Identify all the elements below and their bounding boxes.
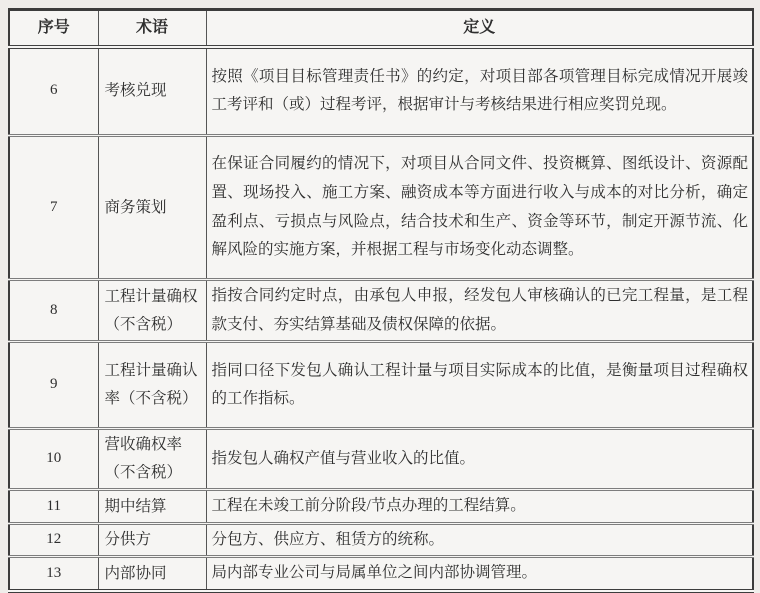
row-definition: 按照《项目目标管理责任书》的约定，对项目部各项管理目标完成情况开展竣工考评和（或）过程考评，根据审计与考核结果进行相应奖罚兑现。 xyxy=(206,47,753,136)
row-term: 工程计量确认率（不含税） xyxy=(98,342,206,429)
table-row xyxy=(9,280,753,342)
row-no: 7 xyxy=(9,136,98,280)
row-term: 分供方 xyxy=(98,523,206,557)
table-row xyxy=(9,342,753,429)
table-row xyxy=(9,523,753,557)
table-header-row xyxy=(9,10,753,47)
table-row xyxy=(9,490,753,524)
row-no: 9 xyxy=(9,342,98,429)
terminology-table xyxy=(8,8,754,593)
row-term: 内部协同 xyxy=(98,557,206,591)
header-col-term: 术语 xyxy=(98,10,206,47)
row-no: 8 xyxy=(9,280,98,342)
row-definition: 分包方、供应方、租赁方的统称。 xyxy=(206,523,753,557)
table-row xyxy=(9,136,753,280)
row-term: 营收确权率（不含税） xyxy=(98,429,206,490)
row-term: 考核兑现 xyxy=(98,47,206,136)
table-row xyxy=(9,47,753,136)
row-term: 商务策划 xyxy=(98,136,206,280)
row-definition: 指发包人确权产值与营业收入的比值。 xyxy=(206,429,753,490)
header-col-definition: 定义 xyxy=(206,10,753,47)
row-term: 工程计量确权（不含税） xyxy=(98,280,206,342)
row-no: 12 xyxy=(9,523,98,557)
header-col-no: 序号 xyxy=(9,10,98,47)
table-row xyxy=(9,429,753,490)
row-definition: 指按合同约定时点，由承包人申报，经发包人审核确认的已完工程量，是工程款支付、夯实结算基础及债权保障的依据。 xyxy=(206,280,753,342)
row-term: 期中结算 xyxy=(98,490,206,524)
row-no: 10 xyxy=(9,429,98,490)
row-no: 13 xyxy=(9,557,98,591)
row-definition: 工程在未竣工前分阶段/节点办理的工程结算。 xyxy=(206,490,753,524)
row-definition: 在保证合同履约的情况下，对项目从合同文件、投资概算、图纸设计、资源配置、现场投入、施工方案、融资成本等方面进行收入与成本的对比分析，确定盈利点、亏损点与风险点，结合技术和生产、资金等环节，制定开源节流、化解风险的实施方案，并根据工程与市场变化动态调整。 xyxy=(206,136,753,280)
row-no: 6 xyxy=(50,82,58,99)
row-definition: 局内部专业公司与局属单位之间内部协调管理。 xyxy=(206,557,753,591)
row-definition: 指同口径下发包人确认工程计量与项目实际成本的比值，是衡量项目过程确权的工作指标。 xyxy=(206,342,753,429)
table-row xyxy=(9,557,753,591)
row-no: 11 xyxy=(9,490,98,524)
